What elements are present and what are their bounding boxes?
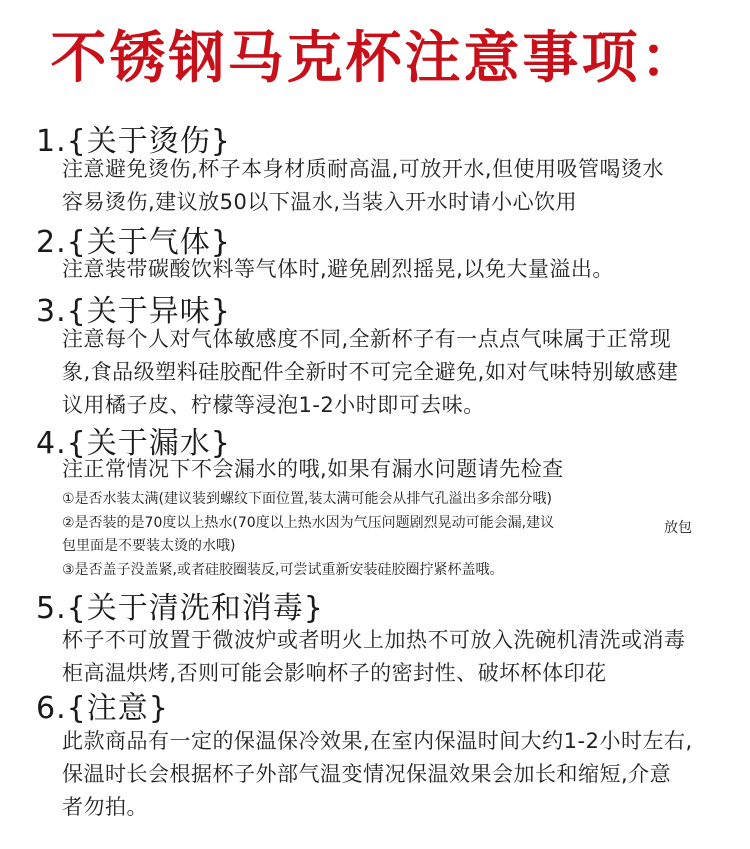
section-body-burns — [62, 153, 664, 219]
leak-note-2-tail: 放包 — [664, 520, 692, 536]
leak-note-2-cont: 包里面是不要装太烫的水哦) — [62, 538, 236, 554]
section-body-gas — [62, 253, 614, 286]
section-body-leak — [62, 453, 564, 486]
body-line: 此款商品有一定的保温保冷效果,在室内保温时间大约1-2小时左右, — [62, 729, 693, 753]
body-line: 者勿拍。 — [62, 795, 148, 819]
leak-note-1: ①是否水装太满(建议装到螺纹下面位置,装太满可能会从排气孔溢出多余部分哦) — [62, 491, 552, 507]
section-heading-notice: 6.{注意} — [36, 691, 169, 726]
page-title: 不锈钢马克杯注意事项： — [50, 26, 700, 91]
body-line: 注意装带碳酸饮料等气体时,避免剧烈摇晃,以免大量溢出。 — [62, 257, 614, 281]
body-line: 注意避免烫伤,杯子本身材质耐高温,可放开水,但使用吸管喝烫水 — [62, 157, 665, 181]
leak-note-2: ②是否装的是70度以上热水(70度以上热水因为气压问题剧烈晃动可能会漏,建议 — [62, 515, 555, 531]
leak-note-3: ③是否盖子没盖紧,或者硅胶圈装反,可尝试重新安装硅胶圈拧紧杯盖哦。 — [62, 562, 504, 578]
section-body-cleaning — [62, 624, 686, 690]
section-heading-leak: 4.{关于漏水} — [36, 426, 231, 461]
body-line: 注意每个人对气体敏感度不同,全新杯子有一点点气味属于正常现 — [62, 327, 672, 351]
body-line: 象,食品级塑料硅胶配件全新时不可完全避免,如对气味特别敏感建 — [62, 360, 679, 384]
body-line: 柜高温烘烤,否则可能会影响杯子的密封性、破坏杯体印花 — [62, 661, 607, 685]
body-line: 杯子不可放置于微波炉或者明火上加热不可放入洗碗机清洗或消毒 — [62, 628, 686, 652]
section-body-odor — [62, 323, 678, 422]
body-line: 保温时长会根据杯子外部气温变情况保温效果会加长和缩短,介意 — [62, 762, 672, 786]
section-heading-burns: 1.{关于烫伤} — [36, 124, 231, 159]
body-line: 注正常情况下不会漏水的哦,如果有漏水问题请先检查 — [62, 457, 564, 481]
section-heading-gas: 2.{关于气体} — [36, 225, 231, 260]
section-heading-cleaning: 5.{关于清洗和消毒} — [36, 591, 324, 626]
body-line: 议用橘子皮、柠檬等浸泡1-2小时即可去味。 — [62, 393, 485, 417]
section-body-notice — [62, 725, 693, 824]
section-heading-odor: 3.{关于异味} — [36, 294, 231, 329]
body-line: 容易烫伤,建议放50以下温水,当装入开水时请小心饮用 — [62, 190, 578, 214]
